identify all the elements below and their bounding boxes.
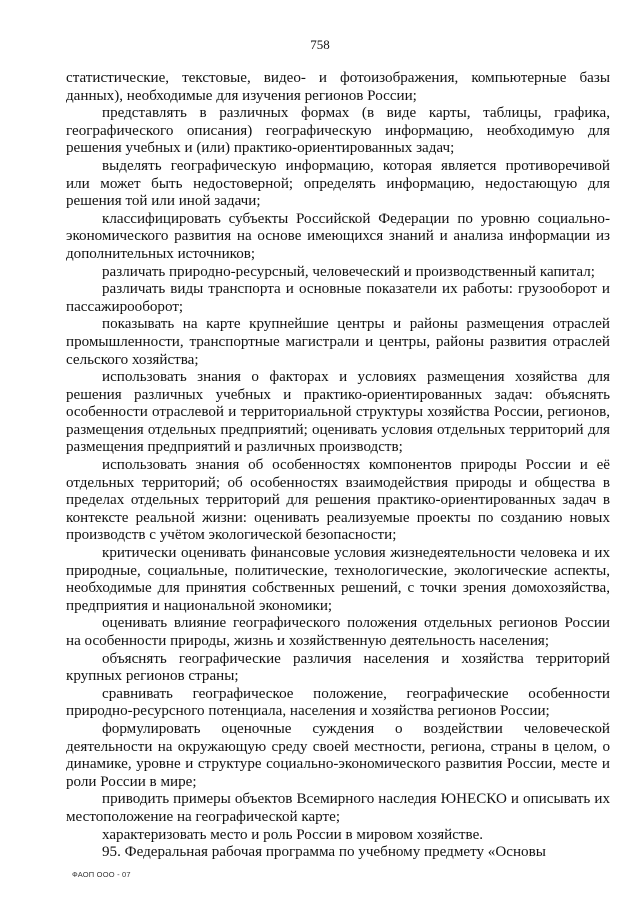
paragraph: приводить примеры объектов Всемирного наследия ЮНЕСКО и описывать их местоположение на географической карте; — [66, 791, 610, 825]
section-heading-paragraph: 95. Федеральная рабочая программа по учебному предмету «Основы — [102, 844, 546, 861]
paragraph: характеризовать место и роль России в мировом хозяйстве. — [102, 826, 484, 843]
paragraph: представлять в различных формах (в виде карты, таблицы, графика, географического описания) географическую информацию, необходимую для решения учебных и (или) практико-ориентированных задач; — [66, 105, 610, 157]
paragraph: статистические, текстовые, видео- и фотоизображения, компьютерные базы данных), необходимые для изучения регионов России; — [66, 70, 610, 104]
paragraph: критически оценивать финансовые условия жизнедеятельности человека и их природные, социальные, политические, технологические, экологические аспекты, необходимые для принятия собственных решений, с точки зрения домохозяйства, предприятия и национальной экономики; — [66, 545, 610, 614]
footer-code: ФАОП ООО - 07 — [72, 870, 131, 879]
paragraph: классифицировать субъекты Российской Федерации по уровню социально-экономического развития на основе имеющихся знаний и анализа информации из дополнительных источников; — [66, 210, 610, 262]
paragraph: показывать на карте крупнейшие центры и районы размещения отраслей промышленности, транспортные магистрали и центры, районы развития отраслей сельского хозяйства; — [66, 316, 610, 368]
body-text — [66, 70, 610, 862]
paragraph: различать природно-ресурсный, человеческий и производственный капитал; — [102, 263, 595, 280]
paragraph: формулировать оценочные суждения о воздействии человеческой деятельности на окружающую среду своей местности, региона, страны в целом, о динамике, уровне и структуре социально-экономического развития России, месте и роли России в мире; — [66, 720, 610, 790]
paragraph: сравнивать географическое положение, географические особенности природно-ресурсного потенциала, населения и хозяйства регионов России; — [66, 685, 610, 720]
page-number: 758 — [310, 37, 330, 52]
paragraph: объяснять географические различия населения и хозяйства территорий крупных регионов страны; — [66, 650, 610, 685]
paragraph: использовать знания о факторах и условиях размещения хозяйства для решения различных учебных и практико-ориентированных задач: объяснять особенности отраслевой и территориальной структуры хозяйства России, регионов, размещения отдельных предприятий; оценивать условия отдельных территорий для размещения предприятий и различных производств; — [66, 369, 610, 456]
paragraph: различать виды транспорта и основные показатели их работы: грузооборот и пассажирооборот; — [66, 281, 610, 315]
paragraph: использовать знания об особенностях компонентов природы России и её отдельных территорий; об особенностях взаимодействия природы и общества в пределах отдельных территорий для решения практико-ориентированных задач в контексте реальной жизни: оценивать реализуемые проекты по созданию новых производств с учётом экологической безопасности; — [66, 457, 610, 544]
paragraph: выделять географическую информацию, которая является противоречивой или может быть недостоверной; определять информацию, недостающую для решения той или иной задачи; — [66, 157, 610, 210]
paragraph: оценивать влияние географического положения отдельных регионов России на особенности природы, жизнь и хозяйственную деятельность населения; — [66, 615, 610, 649]
